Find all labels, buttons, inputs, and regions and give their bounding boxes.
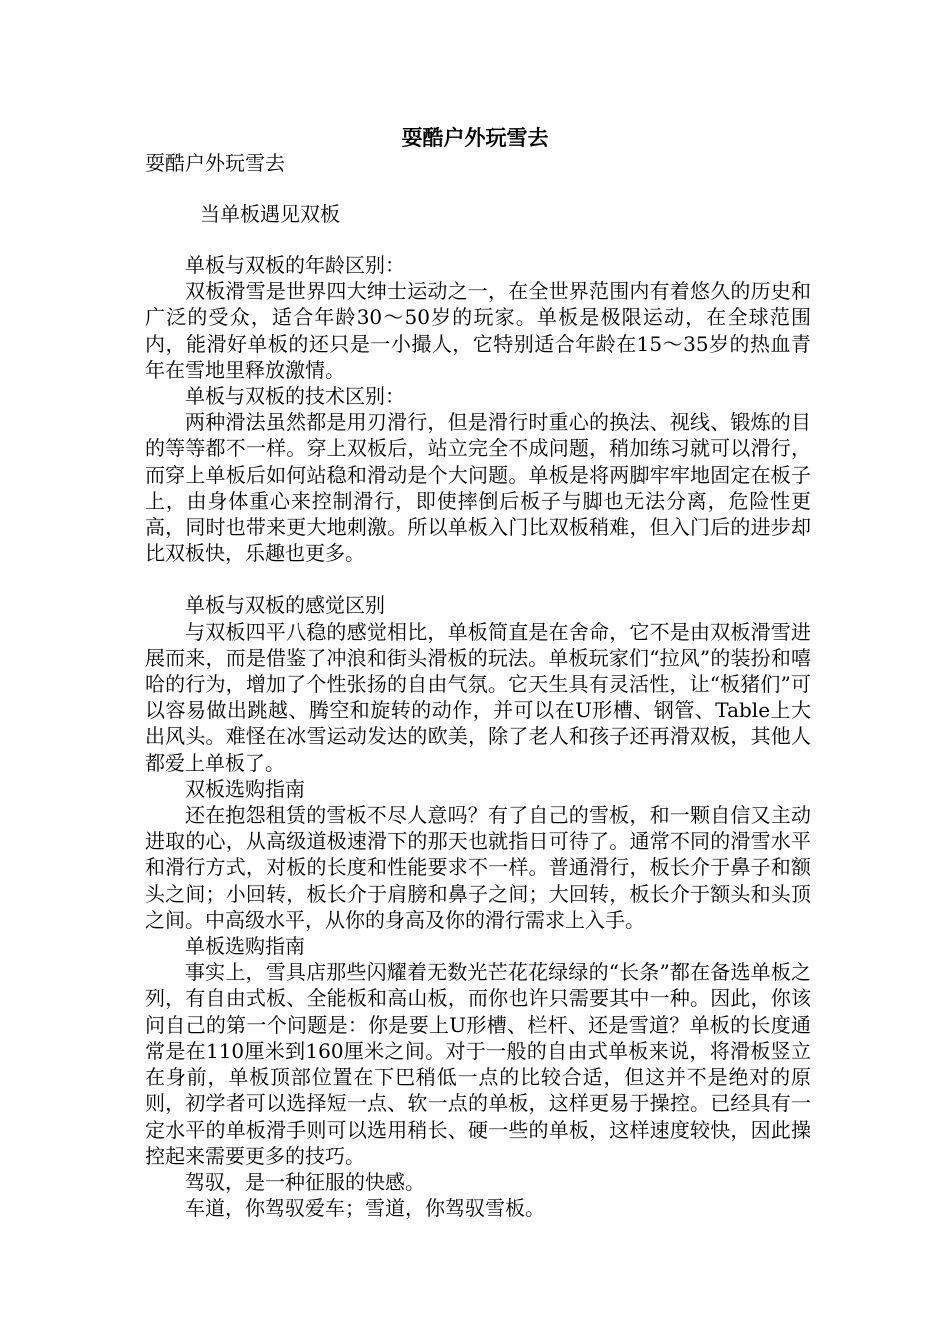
document-body	[145, 252, 811, 1221]
paragraph: 双板滑雪是世界四大绅士运动之一，在全世界范围内有着悠久的历史和广泛的受众，适合年龄30～50岁的玩家。单板是极限运动，在全球范围内，能滑好单板的还只是一小撮人，它特别适合年龄在15～35岁的热血青年在雪地里释放激情。	[145, 279, 811, 382]
blank-line	[145, 566, 811, 592]
paragraph-heading: 车道，你驾驭爱车；雪道，你驾驭雪板。	[185, 1196, 545, 1221]
paragraph-heading: 单板选购指南	[185, 934, 305, 959]
paragraph-heading: 驾驭，是一种征服的快感。	[185, 1169, 425, 1194]
paragraph: 与双板四平八稳的感觉相比，单板简直是在舍命，它不是由双板滑雪进展而来，而是借鉴了冲浪和街头滑板的玩法。单板玩家们“拉风”的装扮和嘻哈的行为，增加了个性张扬的自由气氛。它天生具有灵活性，让“板猪们”可以容易做出跳越、腾空和旋转的动作，并可以在U形槽、钢管、Table上大出风头。难怪在冰雪运动发达的欧美，除了老人和孩子还再滑双板，其他人都爱上单板了。	[145, 619, 811, 775]
paragraph-heading: 单板与双板的技术区别：	[185, 384, 405, 409]
paragraph: 事实上，雪具店那些闪耀着无数光芒花花绿绿的“长条”都在备选单板之列，有自由式板、全能板和高山板，而你也许只需要其中一种。因此，你该问自己的第一个问题是：你是要上U形槽、栏杆、还是雪道？单板的长度通常是在110厘米到160厘米之间。对于一般的自由式单板来说，将滑板竖立在身前，单板顶部位置在下巴稍低一点的比较合适，但这并不是绝对的原则，初学者可以选择短一点、软一点的单板，这样更易于操控。已经具有一定水平的单板滑手则可以选用稍长、硬一些的单板，这样速度较快，因此操控起来需要更多的技巧。	[145, 960, 811, 1168]
document-subtitle: 耍酷户外玩雪去	[145, 151, 285, 175]
paragraph: 两种滑法虽然都是用刃滑行，但是滑行时重心的换法、视线、锻炼的目的等等都不一样。穿上双板后，站立完全不成问题，稍加练习就可以滑行，而穿上单板后如何站稳和滑动是个大问题。单板是将两脚牢牢地固定在板子上，由身体重心来控制滑行，即使摔倒后板子与脚也无法分离，危险性更高，同时也带来更大地刺激。所以单板入门比双板稍难，但入门后的进步却比双板快，乐趣也更多。	[145, 410, 811, 566]
section-heading: 当单板遇见双板	[200, 202, 340, 226]
document-title: 耍酷户外玩雪去	[401, 125, 549, 150]
paragraph: 还在抱怨租赁的雪板不尽人意吗？有了自己的雪板，和一颗自信又主动进取的心，从高级道极速滑下的那天也就指日可待了。通常不同的滑雪水平和滑行方式，对板的长度和性能要求不一样。普通滑行，板长介于鼻子和额头之间；小回转，板长介于肩膀和鼻子之间；大回转，板长介于额头和头顶之间。中高级水平，从你的身高及你的滑行需求上入手。	[145, 803, 811, 932]
paragraph-heading: 单板与双板的感觉区别	[185, 593, 385, 618]
paragraph-heading: 双板选购指南	[185, 776, 305, 801]
paragraph-heading: 单板与双板的年龄区别：	[185, 253, 405, 277]
